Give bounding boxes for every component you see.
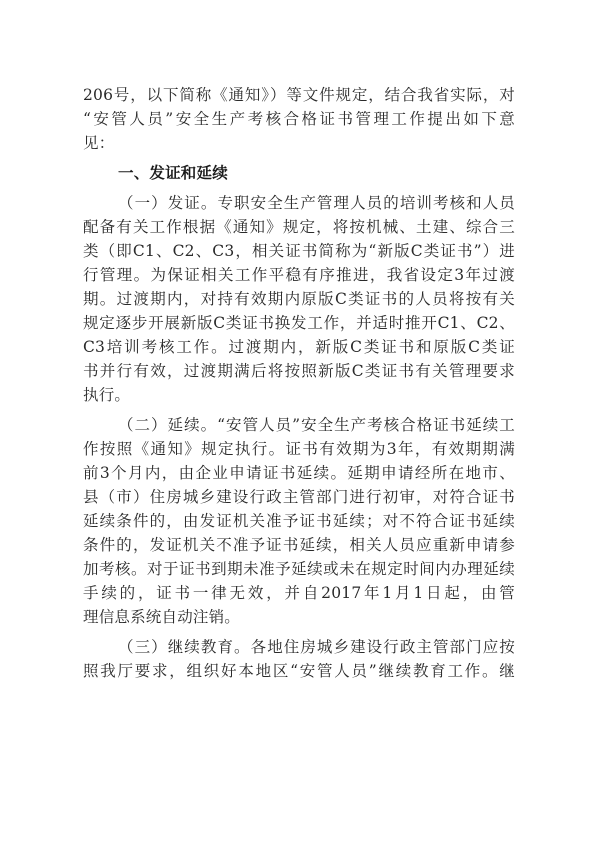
paragraph-issuance bbox=[83, 191, 515, 407]
text-line: 执行。 bbox=[83, 386, 131, 404]
intro-paragraph bbox=[83, 83, 515, 155]
text-line: 206号，以下简称《通知》）等文件规定，结合我省实际，对 bbox=[83, 86, 515, 104]
text-line: 延续条件的，由发证机关准予证书延续；对不符合证书延续 bbox=[83, 512, 515, 530]
text-line: （三）继续教育。各地住房城乡建设行政主管部门应按 bbox=[118, 638, 515, 656]
text-line: C3培训考核工作。过渡期内，新版C类证书和原版C类证 bbox=[83, 338, 515, 356]
section-heading: 一、发证和延续 bbox=[118, 164, 228, 182]
text-line: 期。过渡期内，对持有效期内原版C类证书的人员将按有关 bbox=[83, 290, 515, 308]
text-line: 理信息系统自动注销。 bbox=[83, 608, 241, 626]
text-line: 作按照《通知》规定执行。证书有效期为3年，有效期期满 bbox=[83, 440, 515, 458]
text-line: “安管人员”安全生产考核合格证书管理工作提出如下意 bbox=[83, 110, 515, 128]
text-line: 加考核。对于证书到期未准予延续或未在规定时间内办理延续 bbox=[83, 560, 515, 578]
text-line: 照我厅要求，组织好本地区“安管人员”继续教育工作。继 bbox=[83, 662, 515, 680]
text-line: 见： bbox=[83, 134, 115, 152]
document-body bbox=[83, 83, 515, 683]
text-line: （二）延续。“安管人员”安全生产考核合格证书延续工 bbox=[118, 416, 515, 434]
text-line: 县（市）住房城乡建设行政主管部门进行初审，对符合证书 bbox=[83, 488, 515, 506]
text-line: 规定逐步开展新版C类证书换发工作，并适时推开C1、C2、 bbox=[83, 314, 515, 332]
text-line: 条件的，发证机关不准予证书延续，相关人员应重新申请参 bbox=[83, 536, 515, 554]
text-line: 书并行有效，过渡期满后将按照新版C类证书有关管理要求 bbox=[83, 362, 515, 380]
text-line: 类（即C1、C2、C3，相关证书简称为“新版C类证书”）进 bbox=[83, 242, 515, 260]
paragraph-continuing-education bbox=[83, 635, 515, 683]
text-line: 前3个月内，由企业申请证书延续。延期申请经所在地市、 bbox=[83, 464, 515, 482]
text-line: 手续的，证书一律无效，并自2017年1月1日起，由管 bbox=[83, 584, 515, 602]
text-line: 行管理。为保证相关工作平稳有序推进，我省设定3年过渡 bbox=[83, 266, 515, 284]
text-line: （一）发证。专职安全生产管理人员的培训考核和人员 bbox=[118, 194, 515, 212]
paragraph-renewal bbox=[83, 413, 515, 629]
text-line: 配备有关工作根据《通知》规定，将按机械、土建、综合三 bbox=[83, 218, 515, 236]
